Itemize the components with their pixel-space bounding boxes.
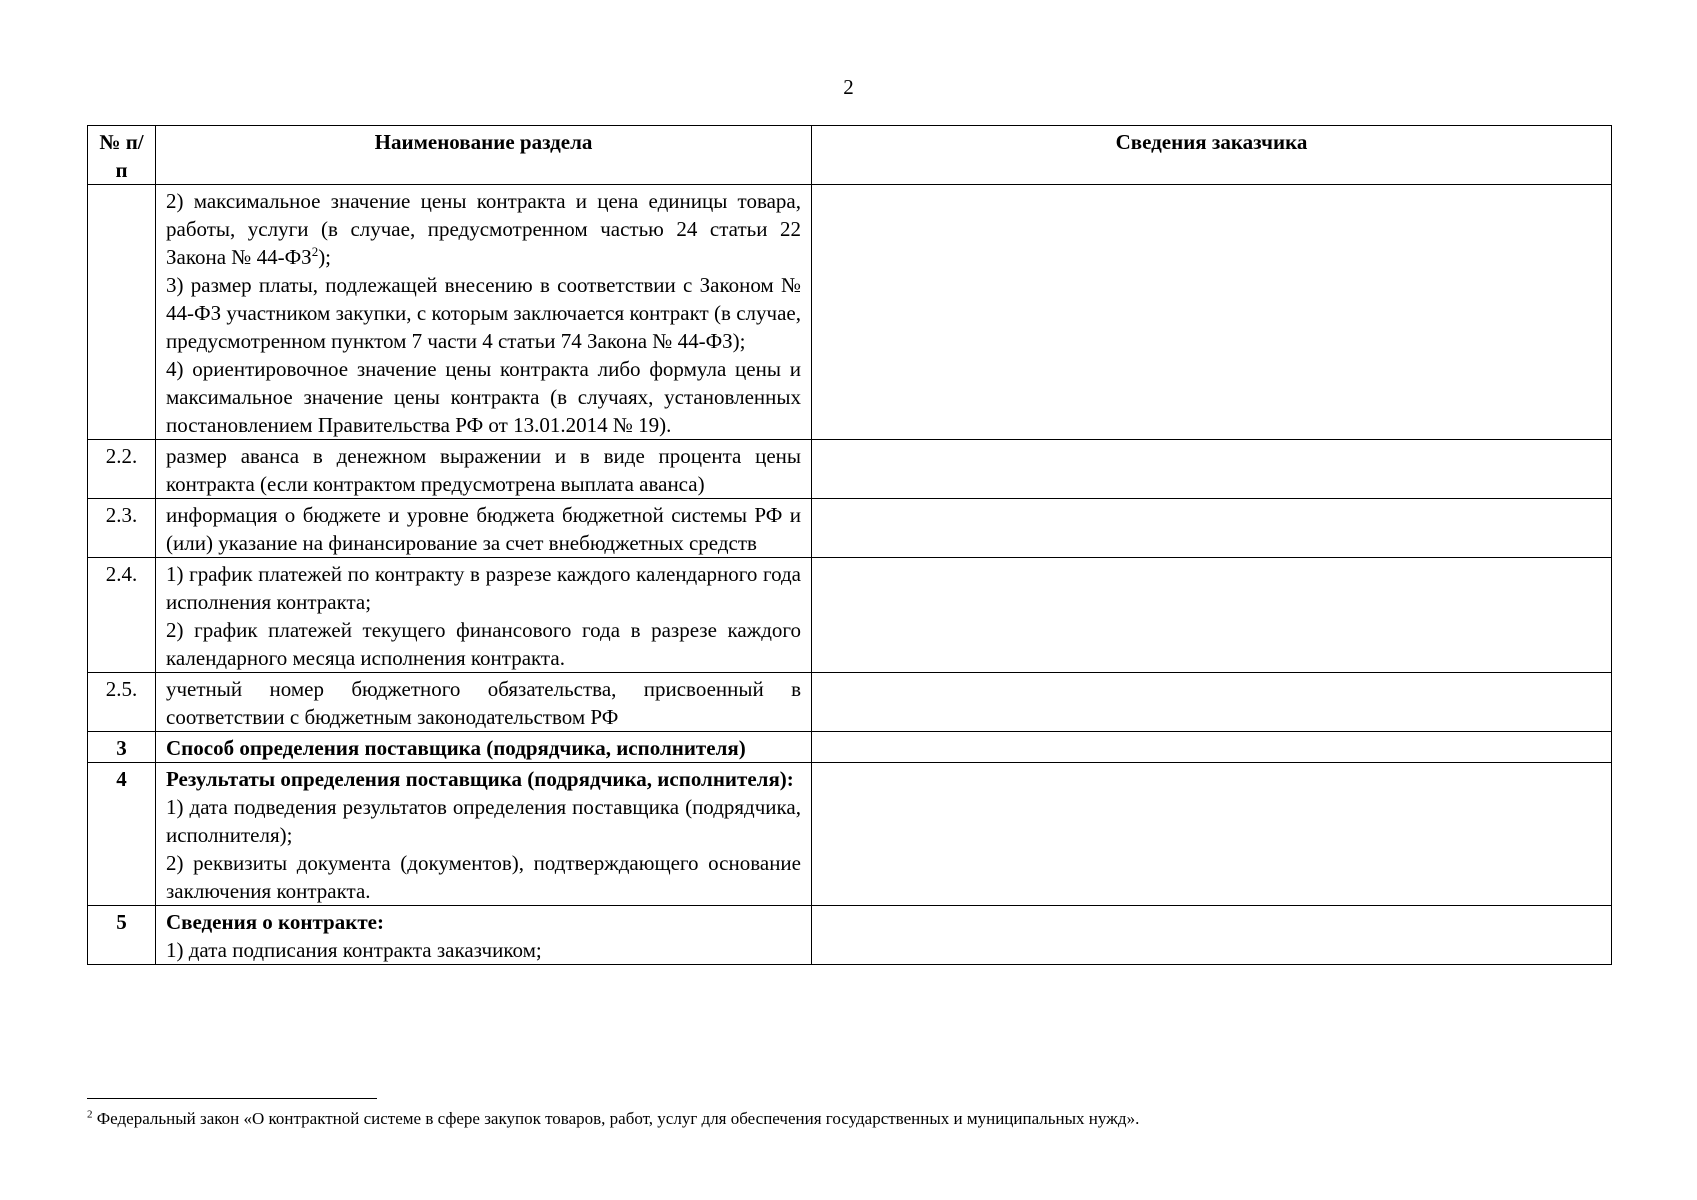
table-row [88, 558, 1612, 673]
row-number: 5 [88, 906, 156, 965]
section-paragraph: 2) реквизиты документа (документов), подтверждающего основание заключения контракта. [166, 851, 801, 903]
table-row [88, 440, 1612, 499]
section-name-cell [156, 185, 812, 440]
table-row [88, 185, 1612, 440]
section-paragraph: 1) график платежей по контракту в разрезе каждого календарного года исполнения контракта; [166, 562, 801, 614]
section-paragraph: 3) размер платы, подлежащей внесению в соответствии с Законом № 44-ФЗ участником закупки, с которым заключается контракт (в случае, предусмотренном пунктом 7 части 4 статьи 74 Закона № 44-ФЗ); [166, 273, 801, 353]
section-name-cell [156, 558, 812, 673]
customer-info-cell [812, 185, 1612, 440]
customer-info-cell [812, 732, 1612, 763]
section-title: Результаты определения поставщика (подрядчика, исполнителя): [166, 767, 794, 791]
header-section-name: Наименование раздела [156, 126, 812, 185]
page-number: 2 [843, 75, 854, 99]
section-paragraph: 1) дата подведения результатов определения поставщика (подрядчика, исполнителя); [166, 795, 801, 847]
section-title: Сведения о контракте: [166, 910, 384, 934]
row-number: 2.5. [88, 673, 156, 732]
table-row [88, 906, 1612, 965]
footnote-mark: 2 [87, 1108, 93, 1121]
customer-info-cell [812, 558, 1612, 673]
footnote-separator [87, 1098, 377, 1099]
table-header-row [88, 126, 1612, 185]
footnote-text: Федеральный закон «О контрактной системе в сфере закупок товаров, работ, услуг для обеспечения государственных и муниципальных нужд». [96, 1109, 1140, 1128]
procurement-info-table [87, 125, 1612, 965]
table-row [88, 499, 1612, 558]
row-number: 3 [88, 732, 156, 763]
row-number [88, 185, 156, 440]
section-paragraph: 2) график платежей текущего финансового года в разрезе каждого календарного месяца исполнения контракта. [166, 618, 801, 670]
section-title: Способ определения поставщика (подрядчика, исполнителя) [166, 736, 746, 760]
customer-info-cell [812, 440, 1612, 499]
row-number: 2.4. [88, 558, 156, 673]
customer-info-cell [812, 673, 1612, 732]
table-row [88, 673, 1612, 732]
footnote [87, 1108, 1139, 1130]
customer-info-cell [812, 499, 1612, 558]
section-paragraph: 2) максимальное значение цены контракта и цена единицы товара, работы, услуги (в случае, предусмотренном частью 24 статьи 22 Закона № $44-ФЗ^2$); [166, 189, 801, 269]
row-number: 2.2. [88, 440, 156, 499]
section-name-cell [156, 763, 812, 906]
customer-info-cell [812, 906, 1612, 965]
section-paragraph: 1) дата подписания контракта заказчиком; [166, 938, 542, 962]
row-number: 4 [88, 763, 156, 906]
footnote-reference: 2 [311, 244, 319, 259]
section-name-cell: учетный номер бюджетного обязательства, присвоенный в соответствии с бюджетным законодательством РФ [156, 673, 812, 732]
table-row [88, 732, 1612, 763]
customer-info-cell [812, 763, 1612, 906]
section-name-cell [156, 732, 812, 763]
header-customer-info: Сведения заказчика [812, 126, 1612, 185]
table-row [88, 763, 1612, 906]
section-name-cell: размер аванса в денежном выражении и в виде процента цены контракта (если контрактом предусмотрена выплата аванса) [156, 440, 812, 499]
section-paragraph: 4) ориентировочное значение цены контракта либо формула цены и максимальное значение цены контракта (в случаях, установленных постановлением Правительства РФ от 13.01.2014 № 19). [166, 357, 801, 437]
section-name-cell: информация о бюджете и уровне бюджета бюджетной системы РФ и (или) указание на финансирование за счет внебюджетных средств [156, 499, 812, 558]
header-number: № п/п [88, 126, 156, 185]
section-name-cell [156, 906, 812, 965]
row-number: 2.3. [88, 499, 156, 558]
